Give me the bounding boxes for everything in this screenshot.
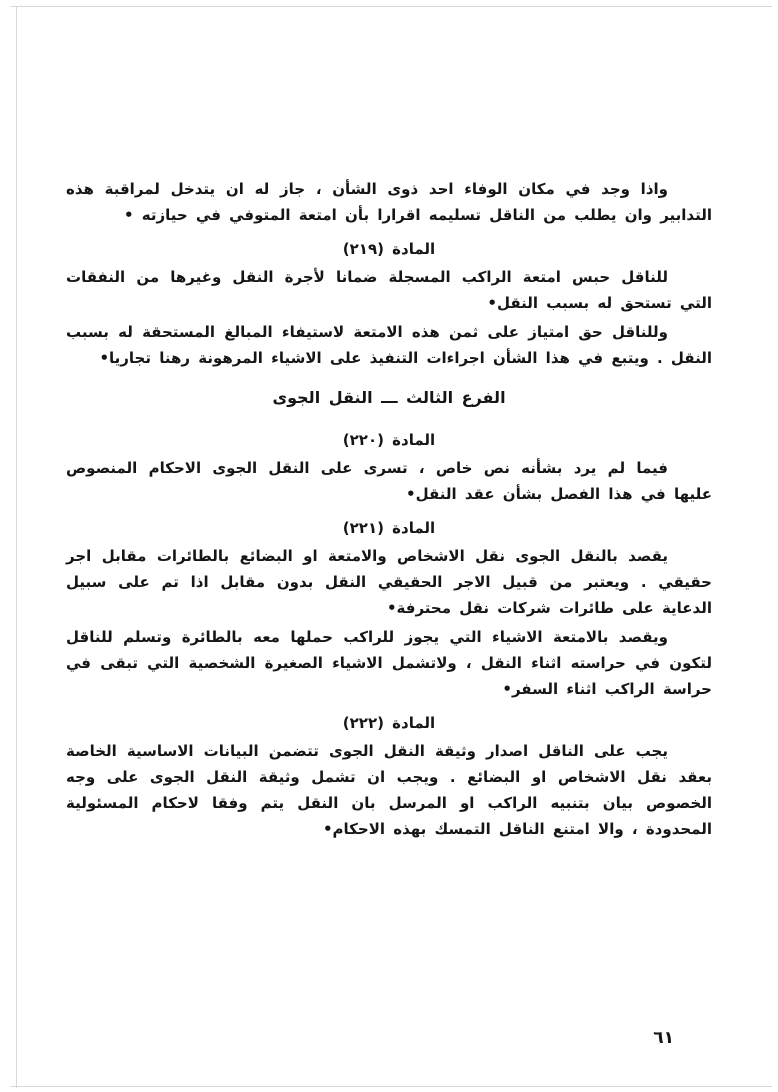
scan-edge-top — [10, 6, 772, 7]
paragraph-article-222-1: يجب على الناقل اصدار وثيقة النقل الجوى تتضمن البيانات الاساسية الخاصة بعقد نقل الاشخاص او البضائع . ويجب ان تشمل وثيقة النقل الجوى على وجه الخصوص بيان بتنبيه الراكب او المرسل بان النقل يتم وفقا لاحكام المسئولية المحدودة ، والا امتنع الناقل التمسك بهذه الاحكام• — [66, 742, 712, 838]
article-heading-221: المادة (٢٢١) — [342, 519, 436, 537]
paragraph-article-220-1: فيما لم يرد بشأنه نص خاص ، تسرى على النقل الجوى الاحكام المنصوص عليها في هذا الفصل بشأن عقد النقل• — [66, 459, 712, 503]
page-content — [66, 176, 712, 845]
section-heading-branch-3-air-transport: الفرع الثالث ـــ النقل الجوى — [272, 388, 506, 407]
article-heading-222: المادة (٢٢٢) — [342, 714, 436, 732]
paragraph-article-219-2: وللناقل حق امتياز على ثمن هذه الامتعة لاستيفاء المبالغ المستحقة له بسبب النقل . ويتبع في هذا الشأن اجراءات التنفيذ على الاشياء المرهونة رهنا تجاريا• — [66, 323, 712, 367]
scan-edge-left — [16, 6, 17, 1088]
paragraph-article-219-1: للناقل حبس امتعة الراكب المسجلة ضمانا لأجرة النقل وغيرها من النفقات التي تستحق له بسبب النقل• — [66, 268, 712, 312]
paragraph-article-221-2: ويقصد بالامتعة الاشياء التي يجوز للراكب حملها معه بالطائرة وتسلم للناقل لتكون في حراسته اثناء النقل ، ولاتشمل الاشياء الصغيرة الشخصية التي تبقى في حراسة الراكب اثناء السفر• — [66, 628, 712, 698]
page-number: ٦١ — [653, 1028, 674, 1048]
paragraph-article-221-1: يقصد بالنقل الجوى نقل الاشخاص والامتعة او البضائع بالطائرات مقابل اجر حقيقي . ويعتبر من قبيل الاجر الحقيقي النقل بدون مقابل اذا تم على سبيل الدعاية على طائرات شركات نقل محترفة• — [66, 547, 712, 617]
article-heading-220: المادة (٢٢٠) — [342, 431, 436, 449]
paragraph-intro-continuation: واذا وجد في مكان الوفاء احد ذوى الشأن ، جاز له ان يتدخل لمراقبة هذه التدابير وان يطلب من الناقل تسليمه اقرارا بأن امتعة المتوفي في حيازته • — [66, 180, 712, 224]
scan-edge-bottom — [10, 1086, 772, 1087]
article-heading-219: المادة (٢١٩) — [342, 240, 436, 258]
